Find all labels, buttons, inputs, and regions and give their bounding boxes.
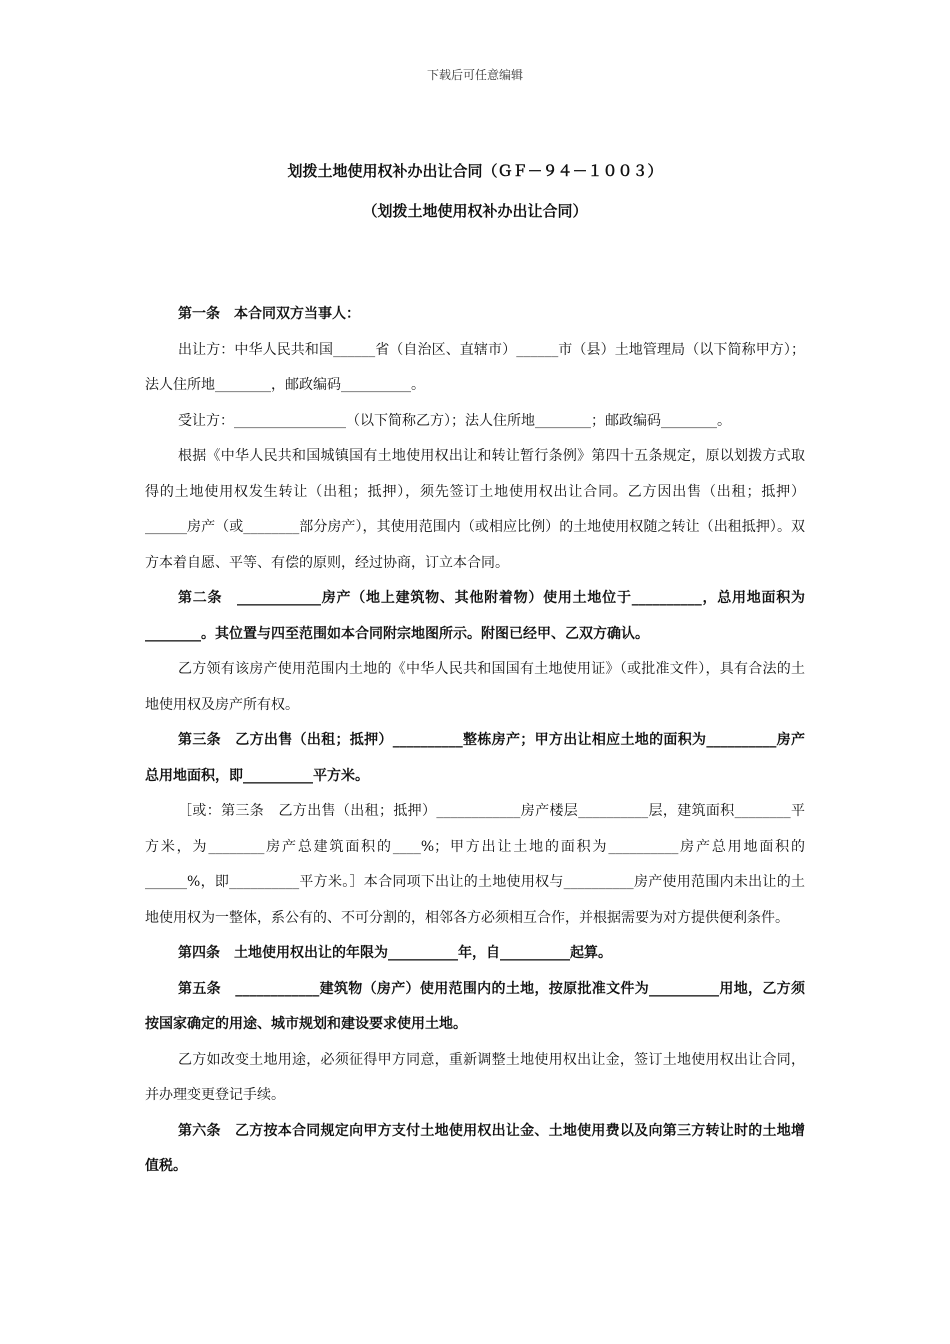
article-4-paragraph: 第四条 土地使用权出让的年限为__________年，自__________起算。 xyxy=(178,945,612,961)
land-use-change-paragraph: 乙方如改变土地用途，必须征得甲方同意，重新调整土地使用权出让金，签订土地使用权出让合同，并办理变更登记手续。 xyxy=(145,1051,805,1103)
article-6-paragraph: 第六条 乙方按本合同规定向甲方支付土地使用权出让金、土地使用费以及向第三方转让时的土地增值税。 xyxy=(145,1122,805,1174)
land-certificate-paragraph: 乙方领有该房产使用范围内土地的《中华人民共和国国有土地使用证》（或批准文件），具有合法的土地使用权及房产所有权。 xyxy=(145,661,805,713)
contract-body xyxy=(145,297,805,1185)
preamble-paragraph: 根据《中华人民共和国城镇国有土地使用权出让和转让暂行条例》第四十五条规定，原以划拨方式取得的土地使用权发生转让（出租；抵押），须先签订土地使用权出让合同。乙方因出售（出租；抵押）______房产（或________部分房产），其使用范围内（或相应比例）的土地使用权随之转让（出租抵押）。双方本着自愿、平等、有偿的原则，经过协商，订立本合同。 xyxy=(145,448,805,571)
header-note: 下载后可任意编辑 xyxy=(426,68,523,82)
article-3-alternative-paragraph: ［或：第三条 乙方出售（出租；抵押）____________房产楼层__________层，建筑面积________平方米，为________房产总建筑面积的____%；甲方出让土地的面积为__________房产总用地面积的______%，即__________平方米。］本合同项下出让的土地使用权与__________房产使用范围内未出让的土地使用权为一整体，系公有的、不可分割的，相邻各方必须相互合作，并根据需要为对方提供便利条件。 xyxy=(145,803,805,926)
party-b-paragraph: 受让方：________________（以下简称乙方）；法人住所地________；邮政编码________。 xyxy=(178,412,731,429)
document-title: 划拨土地使用权补办出让合同（ＧＦ－９４－１００３） xyxy=(287,162,663,180)
article-3-paragraph: 第三条 乙方出售（出租；抵押）__________整栋房产；甲方出让相应土地的面积为__________房产总用地面积，即__________平方米。 xyxy=(145,732,805,784)
article-1-heading: 第一条 本合同双方当事人： xyxy=(178,306,360,322)
article-2-paragraph: 第二条 ____________房产（地上建筑物、其他附着物）使用土地位于__________，总用地面积为________。其位置与四至范围如本合同附宗地图所示。附图已经甲、乙双方确认。 xyxy=(145,590,805,642)
document-subtitle: （划拨土地使用权补办出让合同） xyxy=(362,202,588,220)
party-a-paragraph: 出让方：中华人民共和国______省（自治区、直辖市）______市（县）土地管理局（以下简称甲方）；法人住所地________，邮政编码__________。 xyxy=(145,341,805,393)
article-5-paragraph: 第五条 ____________建筑物（房产）使用范围内的土地，按原批准文件为__________用地，乙方须按国家确定的用途、城市规划和建设要求使用土地。 xyxy=(145,980,805,1032)
